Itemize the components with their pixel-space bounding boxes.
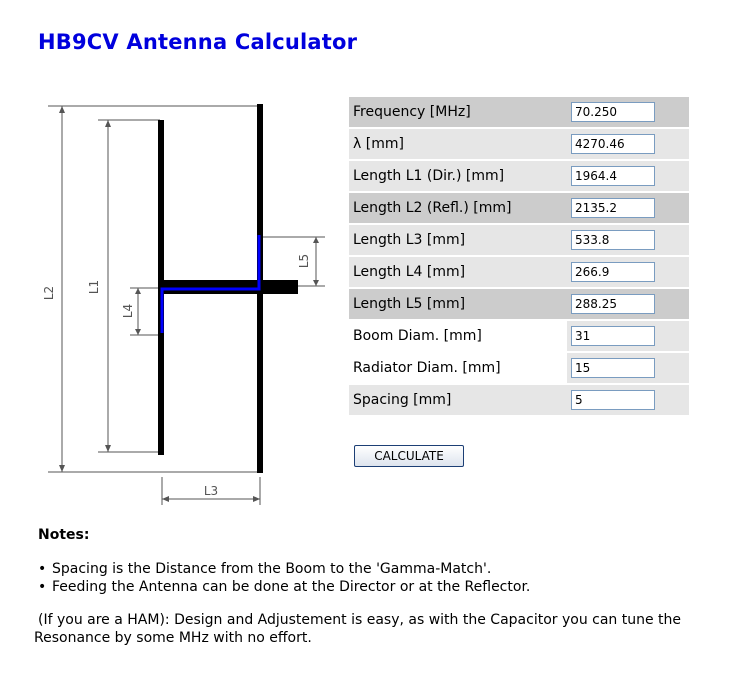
label-l1: L1 bbox=[87, 279, 101, 295]
field-input[interactable] bbox=[571, 326, 655, 346]
notes-list bbox=[38, 560, 714, 596]
field-value-cell bbox=[567, 321, 689, 351]
field-input[interactable] bbox=[571, 134, 655, 154]
field-input[interactable] bbox=[571, 166, 655, 186]
label-l3: L3 bbox=[203, 484, 219, 498]
field-value-cell bbox=[567, 129, 689, 159]
field-value-cell bbox=[567, 193, 689, 223]
field-input[interactable] bbox=[571, 198, 655, 218]
calculator-table bbox=[349, 95, 689, 417]
note-text: Spacing is the Distance from the Boom to the 'Gamma-Match'. bbox=[52, 561, 492, 577]
bullet-icon: • bbox=[38, 561, 47, 577]
note-item bbox=[38, 578, 714, 596]
field-value-cell bbox=[567, 161, 689, 191]
calculator-row bbox=[349, 353, 689, 383]
calculator-row bbox=[349, 161, 689, 191]
field-label: Length L3 [mm] bbox=[349, 225, 567, 255]
field-input[interactable] bbox=[571, 102, 655, 122]
field-label: Length L1 (Dir.) [mm] bbox=[349, 161, 567, 191]
field-value-cell bbox=[567, 257, 689, 287]
bullet-icon: • bbox=[38, 579, 47, 595]
notes-section bbox=[34, 526, 714, 647]
field-label: Radiator Diam. [mm] bbox=[349, 353, 567, 383]
field-label: Spacing [mm] bbox=[349, 385, 567, 415]
field-label: Frequency [MHz] bbox=[349, 97, 567, 127]
field-input[interactable] bbox=[571, 358, 655, 378]
calculator-row bbox=[349, 385, 689, 415]
calculate-button[interactable]: CALCULATE bbox=[354, 445, 464, 467]
calculator-row bbox=[349, 193, 689, 223]
field-value-cell bbox=[567, 289, 689, 319]
label-l2: L2 bbox=[42, 285, 56, 301]
field-value-cell bbox=[567, 385, 689, 415]
ham-note: (If you are a HAM): Design and Adjustement is easy, as with the Capacitor you can tune the Resonance by some MHz with no effort. bbox=[34, 612, 682, 646]
calculator-row bbox=[349, 289, 689, 319]
notes-title: Notes: bbox=[38, 527, 90, 543]
field-label: Length L5 [mm] bbox=[349, 289, 567, 319]
calculator-row bbox=[349, 129, 689, 159]
field-value-cell bbox=[567, 225, 689, 255]
field-input[interactable] bbox=[571, 390, 655, 410]
label-l4: L4 bbox=[121, 303, 135, 319]
label-l5: L5 bbox=[297, 253, 311, 269]
calculator-row bbox=[349, 257, 689, 287]
boom bbox=[158, 280, 298, 294]
field-input[interactable] bbox=[571, 294, 655, 314]
field-label: Length L4 [mm] bbox=[349, 257, 567, 287]
calculator-row bbox=[349, 97, 689, 127]
field-label: Boom Diam. [mm] bbox=[349, 321, 567, 351]
field-value-cell bbox=[567, 353, 689, 383]
field-value-cell bbox=[567, 97, 689, 127]
field-input[interactable] bbox=[571, 262, 655, 282]
antenna-diagram bbox=[38, 95, 328, 515]
page-title: HB9CV Antenna Calculator bbox=[38, 30, 358, 54]
calculator-row bbox=[349, 321, 689, 351]
dimension-lines bbox=[48, 106, 325, 505]
note-item bbox=[38, 560, 714, 578]
field-label: Length L2 (Refl.) [mm] bbox=[349, 193, 567, 223]
note-text: Feeding the Antenna can be done at the Director or at the Reflector. bbox=[52, 579, 531, 595]
calculator-row bbox=[349, 225, 689, 255]
field-label: λ [mm] bbox=[349, 129, 567, 159]
field-input[interactable] bbox=[571, 230, 655, 250]
dimension-arrows bbox=[59, 106, 319, 502]
